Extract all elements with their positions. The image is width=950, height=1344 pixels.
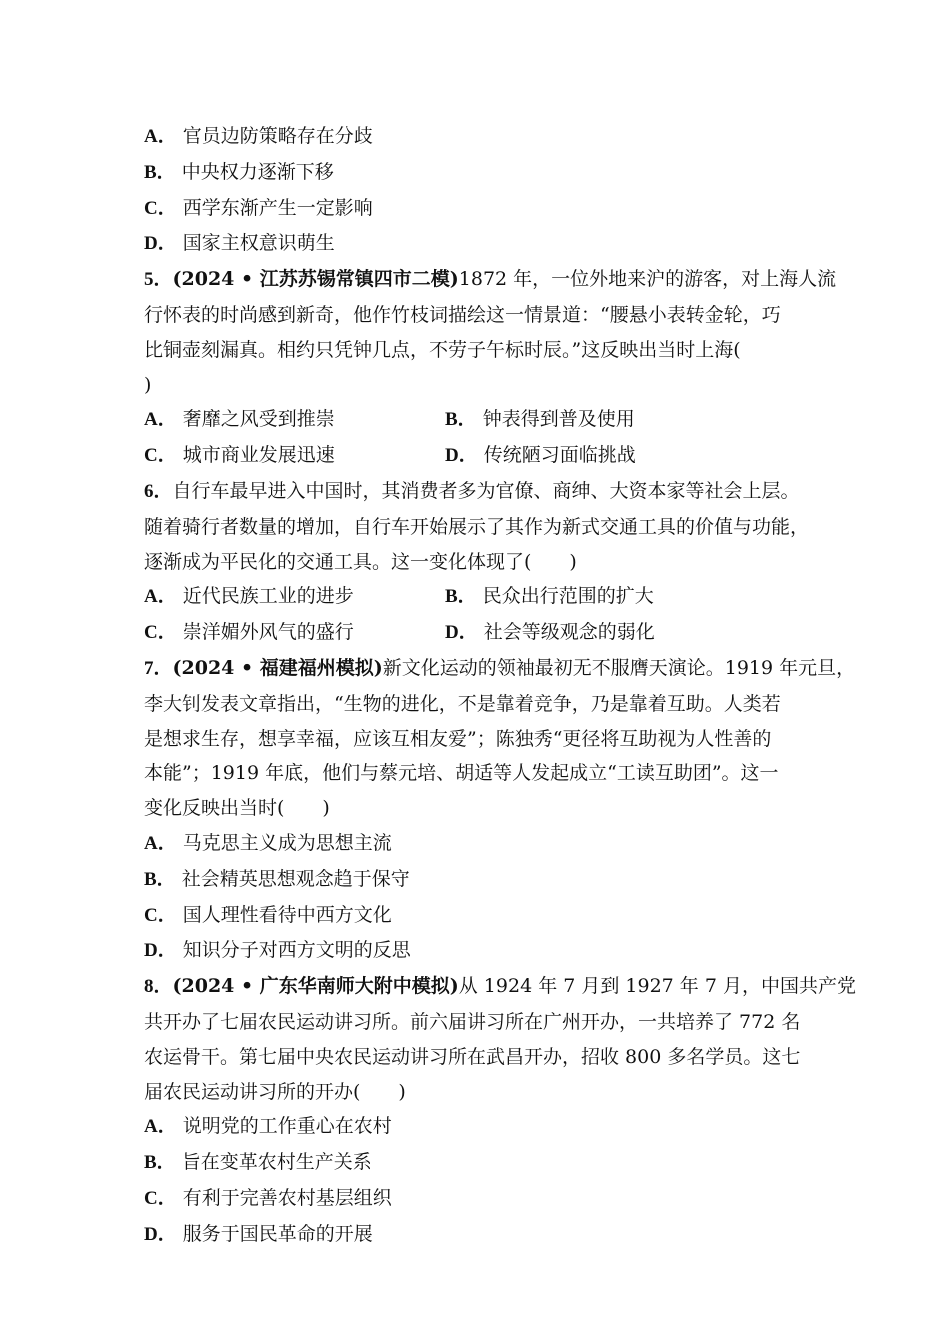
- q5-options-row-1: [144, 402, 824, 438]
- q7-option-d: D． 知识分子对西方文明的反思: [144, 939, 411, 962]
- q6-options-row-2: [144, 615, 824, 651]
- q7-option-a: A． 马克思主义成为思想主流: [144, 831, 392, 854]
- q6-option-a: A． 近代民族工业的进步: [144, 585, 354, 608]
- question-8: 8．(2024 • 广东华南师大附中模拟)从 1924 年 7 月到 1927 年 7 月，中国共产党 共开办了七届农民运动讲习所。前六届讲习所在广州开办，一共培养了 772 名 农运骨干。第七届中央农民运动讲习所在武昌开办，招收 800 多名学员。这七 届农民运动讲习所的开办( ): [144, 975, 856, 1103]
- question-source: (2024 • 福建福州模拟): [172, 656, 383, 679]
- exam-page: [144, 119, 856, 1253]
- q5-options-row-2: [144, 438, 824, 474]
- q4-option-b: B． 中央权力逐渐下移: [144, 160, 334, 183]
- q5-option-a: A． 奢靡之风受到推崇: [144, 408, 335, 431]
- q7-option-c: C． 国人理性看待中西方文化: [144, 903, 392, 926]
- q5-option-d: D． 传统陋习面临挑战: [445, 444, 636, 467]
- question-source: (2024 • 江苏苏锡常镇四市二模): [172, 268, 459, 291]
- q6-option-d: D． 社会等级观念的弱化: [445, 621, 655, 644]
- question-number: 7．: [144, 657, 173, 679]
- q4-option-c: C． 西学东渐产生一定影响: [144, 196, 373, 219]
- q6-option-c: C． 崇洋媚外风气的盛行: [144, 621, 354, 644]
- q8-option-c: C． 有利于完善农村基层组织: [144, 1186, 392, 1209]
- question-source: (2024 • 广东华南师大附中模拟): [172, 975, 459, 998]
- q7-option-b: B． 社会精英思想观念趋于保守: [144, 867, 410, 890]
- q4-option-d: D． 国家主权意识萌生: [144, 232, 335, 255]
- q4-option-a: A． 官员边防策略存在分歧: [144, 125, 373, 147]
- q8-option-d: D． 服务于国民革命的开展: [144, 1222, 373, 1245]
- q6-options-row-1: [144, 579, 824, 615]
- q8-option-a: A． 说明党的工作重心在农村: [144, 1115, 392, 1138]
- q8-option-b: B． 旨在变革农村生产关系: [144, 1151, 372, 1174]
- q5-option-b: B． 钟表得到普及使用: [445, 408, 635, 431]
- question-6: 6．自行车最早进入中国时，其消费者多为官僚、商绅、大资本家等社会上层。 随着骑行者数量的增加，自行车开始展示了其作为新式交通工具的价值与功能， 逐渐成为平民化的交通工具。这一变化体现了( ): [144, 479, 810, 573]
- q6-option-b: B． 民众出行范围的扩大: [445, 585, 654, 608]
- question-number: 6．: [144, 480, 173, 502]
- question-number: 5．: [144, 269, 173, 291]
- question-7: 7．(2024 • 福建福州模拟)新文化运动的领袖最初无不服膺天演论。1919 年元旦， 李大钊发表文章指出，“生物的进化，不是靠着竞争，乃是靠着互助。人类若 是想求生存，想享幸福，应该互相友爱”；陈独秀“更径将互助视为人性善的 本能”；1919 年底，他们与蔡元培、胡适等人发起成立“工读互助团”。这一 变化反映出当时( ): [144, 656, 856, 820]
- question-5: 5．(2024 • 江苏苏锡常镇四市二模)1872 年，一位外地来沪的游客，对上海人流 行怀表的时尚感到新奇，他作竹枝词描绘这一情景道：“腰悬小表转金轮，巧 比铜壶刻漏真。相约只凭钟几点，不劳子午标时辰。”这反映出当时上海( ): [144, 268, 837, 396]
- q5-option-c: C． 城市商业发展迅速: [144, 444, 335, 467]
- question-number: 8．: [144, 976, 173, 998]
